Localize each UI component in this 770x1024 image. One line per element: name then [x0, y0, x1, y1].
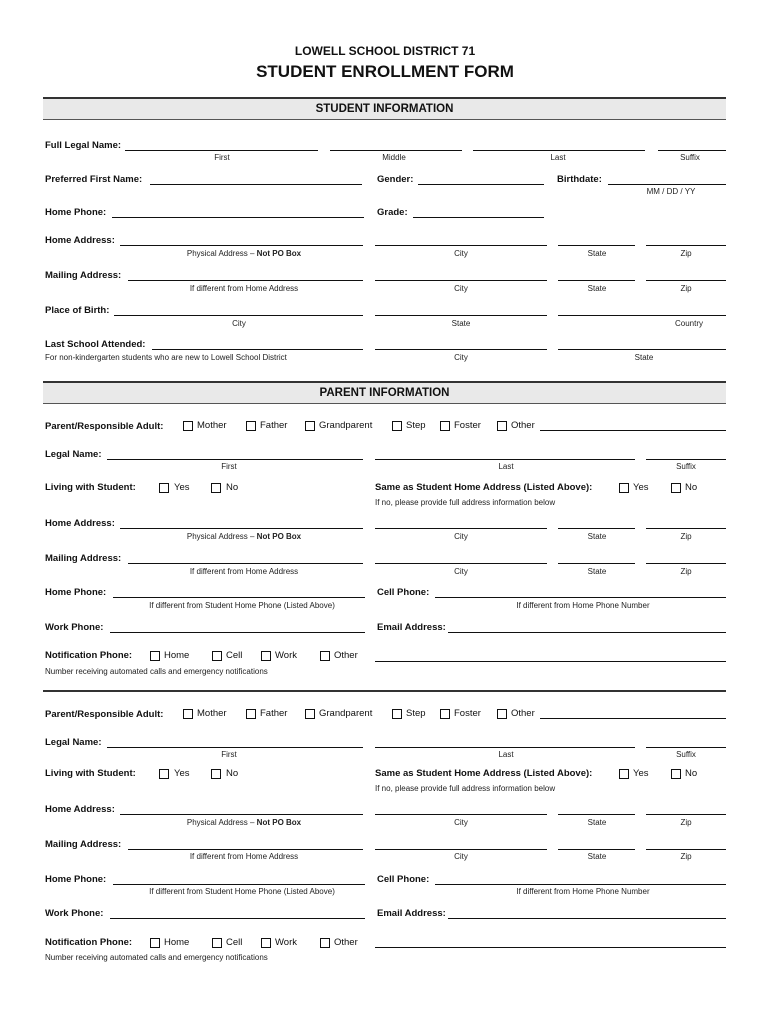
cell-phone-note: If different from Home Phone Number: [516, 887, 650, 896]
suffix-caption: Suffix: [676, 462, 696, 471]
state-caption: State: [587, 818, 607, 827]
other-option-label: Other: [511, 420, 535, 431]
city-caption: City: [232, 319, 246, 328]
notif-other-checkbox[interactable]: [320, 651, 330, 661]
foster-checkbox[interactable]: [440, 709, 450, 719]
parent-mailing-city-field[interactable]: [375, 563, 547, 564]
state-caption: State: [634, 353, 654, 362]
cell-phone-field[interactable]: [435, 884, 726, 885]
same-address-no-label: No: [685, 768, 698, 779]
mailing-state-field[interactable]: [558, 280, 635, 281]
parent-last-name-field[interactable]: [375, 747, 635, 748]
parent-mailing-state-field[interactable]: [558, 563, 635, 564]
middle-name-field[interactable]: [330, 150, 462, 151]
last-school-note: For non-kindergarten students who are new to Lowell School District: [45, 353, 287, 362]
parent-mailing-zip-field[interactable]: [646, 849, 726, 850]
grandparent-option-label: Grandparent: [319, 420, 373, 431]
step-option-label: Step: [406, 420, 426, 431]
notif-work-label: Work: [275, 650, 297, 661]
notification-note: Number receiving automated calls and emergency notifications: [45, 953, 268, 962]
living-with-student-label: Living with Student:: [45, 482, 136, 493]
parent-home-address-label: Home Address:: [45, 518, 115, 529]
parent-home-zip-field[interactable]: [646, 814, 726, 815]
parent-first-name-field[interactable]: [107, 747, 363, 748]
state-caption: State: [587, 852, 607, 861]
parent-home-city-field[interactable]: [375, 528, 547, 529]
foster-option-label: Foster: [454, 420, 481, 431]
step-option-label: Step: [406, 708, 426, 719]
district-name: LOWELL SCHOOL DISTRICT 71: [294, 44, 476, 58]
notif-cell-checkbox[interactable]: [212, 651, 222, 661]
notif-home-checkbox[interactable]: [150, 651, 160, 661]
home-state-field[interactable]: [558, 245, 635, 246]
physical-address-caption: Physical Address – Not PO Box: [186, 818, 302, 827]
parent-last-name-field[interactable]: [375, 459, 635, 460]
state-caption: State: [587, 249, 607, 258]
living-yes-label: Yes: [174, 482, 190, 493]
parent-suffix-field[interactable]: [646, 747, 726, 748]
first-caption: First: [214, 153, 230, 162]
first-caption: First: [221, 750, 237, 759]
city-caption: City: [454, 567, 468, 576]
same-address-no-checkbox[interactable]: [671, 483, 681, 493]
foster-checkbox[interactable]: [440, 421, 450, 431]
preferred-name-field[interactable]: [150, 184, 362, 185]
notif-other-checkbox[interactable]: [320, 938, 330, 948]
notif-home-label: Home: [164, 650, 190, 661]
same-address-yes-checkbox[interactable]: [619, 769, 629, 779]
city-caption: City: [454, 284, 468, 293]
mother-option-label: Mother: [197, 420, 227, 431]
email-address-field[interactable]: [448, 632, 726, 633]
last-school-field[interactable]: [152, 349, 363, 350]
birth-city-field[interactable]: [114, 315, 363, 316]
notif-work-checkbox[interactable]: [261, 651, 271, 661]
parent-home-state-field[interactable]: [558, 528, 635, 529]
zip-caption: Zip: [680, 284, 692, 293]
home-phone-label: Home Phone:: [45, 207, 107, 218]
living-no-checkbox[interactable]: [211, 769, 221, 779]
state-caption: State: [451, 319, 471, 328]
same-address-yes-checkbox[interactable]: [619, 483, 629, 493]
last-caption: Last: [498, 462, 514, 471]
father-checkbox[interactable]: [246, 709, 256, 719]
state-caption: State: [587, 532, 607, 541]
city-caption: City: [454, 249, 468, 258]
last-school-city-field[interactable]: [375, 349, 547, 350]
other-relationship-field[interactable]: [540, 718, 726, 719]
cell-phone-label: Cell Phone:: [377, 874, 430, 885]
parent-mailing-address-label: Mailing Address:: [45, 839, 122, 850]
living-no-checkbox[interactable]: [211, 483, 221, 493]
parent-home-phone-label: Home Phone:: [45, 587, 107, 598]
home-zip-field[interactable]: [646, 245, 726, 246]
first-name-field[interactable]: [125, 150, 318, 151]
grade-label: Grade:: [377, 207, 408, 218]
father-option-label: Father: [260, 420, 288, 431]
parent-home-address-label: Home Address:: [45, 804, 115, 815]
notif-other-label: Other: [334, 937, 358, 948]
mailing-address-label: Mailing Address:: [45, 270, 122, 281]
date-format-caption: MM / DD / YY: [646, 187, 696, 196]
email-address-label: Email Address:: [377, 908, 446, 919]
physical-address-caption: Physical Address – Not PO Box: [186, 532, 302, 541]
grandparent-checkbox[interactable]: [305, 421, 315, 431]
cell-phone-label: Cell Phone:: [377, 587, 430, 598]
state-caption: State: [587, 567, 607, 576]
city-caption: City: [454, 532, 468, 541]
mailing-zip-field[interactable]: [646, 280, 726, 281]
parent-home-phone-field[interactable]: [113, 884, 365, 885]
home-address-label: Home Address:: [45, 235, 115, 246]
notif-cell-checkbox[interactable]: [212, 938, 222, 948]
mother-option-label: Mother: [197, 708, 227, 719]
living-yes-label: Yes: [174, 768, 190, 779]
living-yes-checkbox[interactable]: [159, 483, 169, 493]
if-different-caption: If different from Home Address: [189, 567, 299, 576]
parent-home-phone-label: Home Phone:: [45, 874, 107, 885]
notif-cell-label: Cell: [226, 650, 243, 661]
parent-divider: [43, 690, 726, 692]
parent-home-state-field[interactable]: [558, 814, 635, 815]
same-address-yes-label: Yes: [633, 482, 649, 493]
mother-checkbox[interactable]: [183, 709, 193, 719]
city-caption: City: [454, 818, 468, 827]
last-caption: Last: [550, 153, 566, 162]
legal-name-label: Legal Name:: [45, 737, 102, 748]
grandparent-option-label: Grandparent: [319, 708, 373, 719]
zip-caption: Zip: [680, 852, 692, 861]
parent-mailing-address-label: Mailing Address:: [45, 553, 122, 564]
birthdate-field[interactable]: [608, 184, 726, 185]
city-caption: City: [454, 852, 468, 861]
same-address-no-label: No: [685, 482, 698, 493]
parent-home-phone-field[interactable]: [113, 597, 365, 598]
grade-field[interactable]: [413, 217, 544, 218]
gender-field[interactable]: [418, 184, 544, 185]
other-checkbox[interactable]: [497, 709, 507, 719]
notif-other-label: Other: [334, 650, 358, 661]
suffix-caption: Suffix: [680, 153, 700, 162]
mailing-address-field[interactable]: [128, 280, 363, 281]
same-address-label: Same as Student Home Address (Listed Above):: [375, 482, 593, 493]
work-phone-field[interactable]: [110, 632, 365, 633]
zip-caption: Zip: [680, 567, 692, 576]
full-legal-name-label: Full Legal Name:: [45, 140, 122, 151]
parent-home-zip-field[interactable]: [646, 528, 726, 529]
same-address-yes-label: Yes: [633, 768, 649, 779]
last-school-label: Last School Attended:: [45, 339, 146, 350]
other-option-label: Other: [511, 708, 535, 719]
parent-home-address-field[interactable]: [120, 528, 363, 529]
home-address-field[interactable]: [120, 245, 363, 246]
birth-country-field[interactable]: [558, 315, 726, 316]
parent-mailing-address-field[interactable]: [128, 563, 363, 564]
work-phone-label: Work Phone:: [45, 908, 104, 919]
notification-phone-label: Notification Phone:: [45, 650, 133, 661]
living-with-student-label: Living with Student:: [45, 768, 136, 779]
parent-suffix-field[interactable]: [646, 459, 726, 460]
legal-name-label: Legal Name:: [45, 449, 102, 460]
cell-phone-note: If different from Home Phone Number: [516, 601, 650, 610]
other-checkbox[interactable]: [497, 421, 507, 431]
place-of-birth-label: Place of Birth:: [45, 305, 110, 316]
state-caption: State: [587, 284, 607, 293]
preferred-name-label: Preferred First Name:: [45, 174, 143, 185]
step-checkbox[interactable]: [392, 421, 402, 431]
zip-caption: Zip: [680, 818, 692, 827]
first-caption: First: [221, 462, 237, 471]
suffix-caption: Suffix: [676, 750, 696, 759]
notif-cell-label: Cell: [226, 937, 243, 948]
parent-home-address-field[interactable]: [120, 814, 363, 815]
suffix-field[interactable]: [658, 150, 726, 151]
parent-section-header: PARENT INFORMATION: [43, 381, 726, 404]
mother-checkbox[interactable]: [183, 421, 193, 431]
notification-phone-label: Notification Phone:: [45, 937, 133, 948]
father-option-label: Father: [260, 708, 288, 719]
notification-note: Number receiving automated calls and emergency notifications: [45, 667, 268, 676]
physical-address-caption: Physical Address – Not PO Box: [186, 249, 302, 258]
birth-state-field[interactable]: [375, 315, 547, 316]
parent-mailing-state-field[interactable]: [558, 849, 635, 850]
notif-home-label: Home: [164, 937, 190, 948]
form-title: STUDENT ENROLLMENT FORM: [256, 62, 514, 81]
if-no-note: If no, please provide full address information below: [375, 784, 556, 793]
living-no-label: No: [226, 482, 239, 493]
birthdate-label: Birthdate:: [557, 174, 602, 185]
if-different-caption: If different from Home Address: [189, 284, 299, 293]
student-section-header: STUDENT INFORMATION: [43, 97, 726, 120]
home-phone-note: If different from Student Home Phone (Listed Above): [149, 887, 335, 896]
home-phone-field[interactable]: [112, 217, 364, 218]
parent-mailing-city-field[interactable]: [375, 849, 547, 850]
work-phone-label: Work Phone:: [45, 622, 104, 633]
same-address-label: Same as Student Home Address (Listed Above):: [375, 768, 593, 779]
last-school-state-field[interactable]: [558, 349, 726, 350]
same-address-no-checkbox[interactable]: [671, 769, 681, 779]
notif-home-checkbox[interactable]: [150, 938, 160, 948]
parent-mailing-zip-field[interactable]: [646, 563, 726, 564]
living-no-label: No: [226, 768, 239, 779]
foster-option-label: Foster: [454, 708, 481, 719]
if-no-note: If no, please provide full address information below: [375, 498, 556, 507]
mailing-city-field[interactable]: [375, 280, 547, 281]
notif-other-field[interactable]: [375, 661, 726, 662]
last-name-field[interactable]: [473, 150, 645, 151]
email-address-field[interactable]: [448, 918, 726, 919]
work-phone-field[interactable]: [110, 918, 365, 919]
zip-caption: Zip: [680, 532, 692, 541]
other-relationship-field[interactable]: [540, 430, 726, 431]
notif-other-field[interactable]: [375, 947, 726, 948]
if-different-caption: If different from Home Address: [189, 852, 299, 861]
gender-label: Gender:: [377, 174, 414, 185]
middle-caption: Middle: [382, 153, 406, 162]
parent-mailing-address-field[interactable]: [128, 849, 363, 850]
email-address-label: Email Address:: [377, 622, 446, 633]
notif-work-checkbox[interactable]: [261, 938, 271, 948]
step-checkbox[interactable]: [392, 709, 402, 719]
responsible-adult-label: Parent/Responsible Adult:: [45, 709, 164, 720]
notif-work-label: Work: [275, 937, 297, 948]
country-caption: Country: [674, 319, 704, 328]
parent-first-name-field[interactable]: [107, 459, 363, 460]
home-city-field[interactable]: [375, 245, 547, 246]
city-caption: City: [454, 353, 468, 362]
zip-caption: Zip: [680, 249, 692, 258]
living-yes-checkbox[interactable]: [159, 769, 169, 779]
last-caption: Last: [498, 750, 514, 759]
cell-phone-field[interactable]: [435, 597, 726, 598]
parent-home-city-field[interactable]: [375, 814, 547, 815]
father-checkbox[interactable]: [246, 421, 256, 431]
home-phone-note: If different from Student Home Phone (Listed Above): [149, 601, 335, 610]
responsible-adult-label: Parent/Responsible Adult:: [45, 421, 164, 432]
grandparent-checkbox[interactable]: [305, 709, 315, 719]
